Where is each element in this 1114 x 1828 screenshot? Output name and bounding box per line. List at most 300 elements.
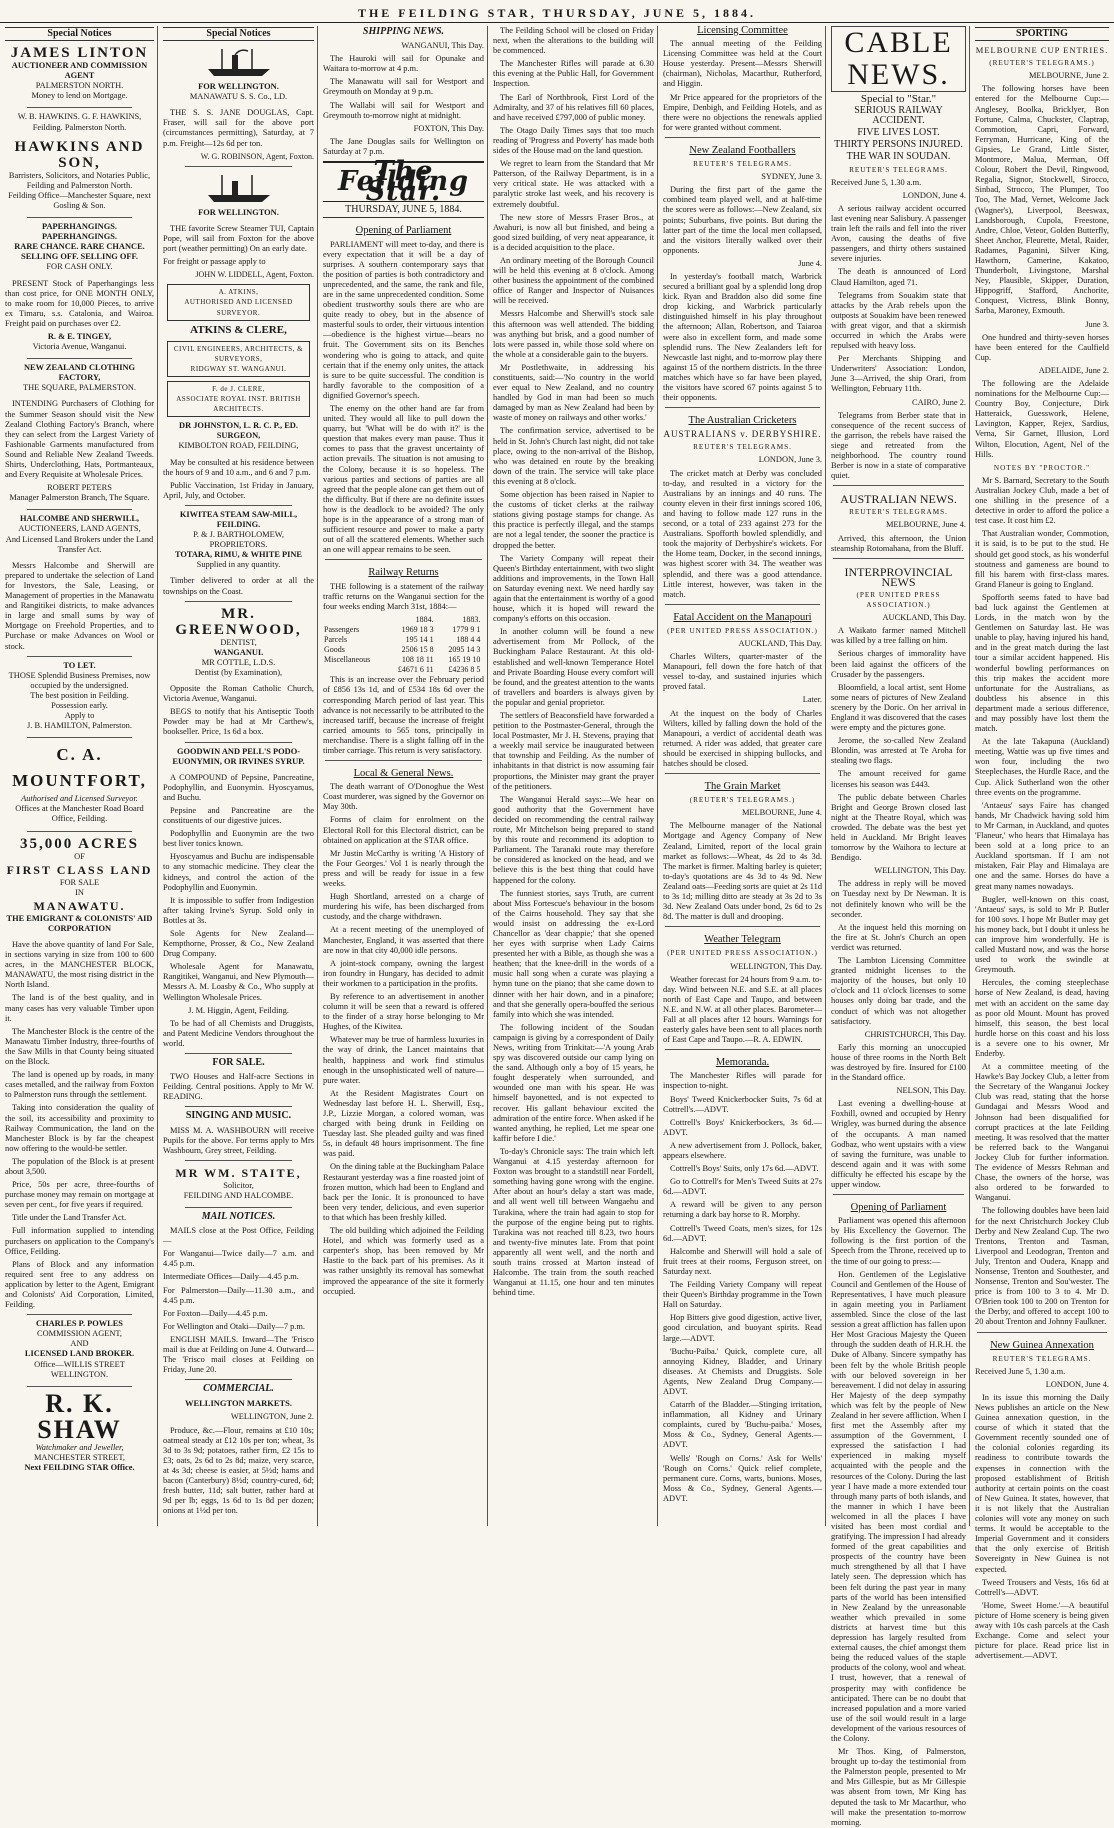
- shipping-body: The Manawatu will sail for Westport and Greymouth on Monday at 9 p.m.: [323, 77, 484, 97]
- ad-title: GOODWIN AND PELL'S PODO-EUONYMIN, OR IRVINES SYRUP.: [172, 746, 305, 766]
- article-body: Mr Price appeared for the proprietors of the Empire, Denbigh, and Feilding Hotels, and as there were no objections the renewals applied for were granted without comment.: [663, 92, 822, 132]
- newspaper-nameplate: The Feilding Star.: [323, 161, 484, 202]
- ad-body: Full information supplied to intending purchasers on application to the Company's Office, Feilding.: [5, 1226, 154, 1256]
- cable-subheading: THIRTY PERSONS INJURED.: [834, 139, 963, 151]
- ad-line: Money to lend on Mortgage.: [31, 91, 128, 101]
- ad-body: Public Vaccination, 1st Friday in January, April, July, and October.: [163, 480, 314, 500]
- table-row: [323, 665, 484, 675]
- article-subheading: MELBOURNE CUP ENTRIES.: [975, 45, 1109, 56]
- ad-signature: [5, 483, 154, 503]
- article-heading: Railway Returns: [368, 567, 439, 579]
- article-body: At a recent meeting of the unemployed of Manchester, England, it was asserted that there are now in that city 40,000 idle persons.: [323, 925, 484, 955]
- ad-jane-douglas: [163, 82, 314, 102]
- column-local-news: [490, 26, 658, 1526]
- mail-body: For Wellington and Otaki—Daily—7 p.m.: [163, 1321, 305, 1331]
- article-body: Mr Postlethwaite, in addressing his constituents, said:—'No country in the world ever equal to New Zealand, and no country handled by God in man had been so much damaged by man as New Zealand had been by waste of money on railways and other works.': [493, 362, 654, 423]
- ad-line: And Licensed Land Brokers under the Land Transfer Act.: [5, 534, 154, 554]
- article-body: Forms of claim for enrolment on the Electoral Roll for this Electoral district, can be obtained on application at the STAR office.: [323, 815, 484, 845]
- article-body: The Feilding School will be closed on Friday next, when the alterations to the building will be commenced.: [493, 26, 654, 56]
- article-body: The settlers of Beaconsfield have forwarded a petition to the Postmaster-General, through the local Postmaster, Mr J. H. Stevens, praying that a weekly mail service be inaugurated between that township and Feilding. As the number of inhabitants in that district is now assuming fair proportions, the Minister may grant the prayer of the petitioners.: [493, 711, 654, 791]
- article-heading: Memoranda.: [715, 1057, 770, 1069]
- article-body: A reward will be given to any person returning a dark bay horse to R. Morphy.: [663, 1200, 822, 1220]
- ad-body: Price, 50s per acre, three-fourths of purchase money may remain on mortgage at seven per cent., for five years if required.: [5, 1180, 154, 1210]
- article-body: SYDNEY, June 3.: [761, 172, 822, 182]
- table-cell: 195 14 1: [405, 634, 434, 644]
- table-cell: 108 18 11: [401, 655, 434, 665]
- ad-body: Plans of Block and any information required sent free to any address on application by letter to the Agent, Emigrant and Colonists' Aid Corporation, Limited, Feilding.: [5, 1259, 154, 1310]
- article-body: In yesterday's football match, Warbrick secured a brilliant goal by a splendid long drop kick. Ryan and Braddon also did some fine drop kicking, and Warbrick particularly distinguished himself in his play throughout the afternoon; Allan, Robertson, and Taiaroa were also in excellent form, and made some splendid runs. The New Zealanders left for Newcastle last night, and to-morrow play there against 15 of the northern districts. In the three matches which have so far have been played, the visitors have scored 67 points against 5 to their opponents.: [663, 271, 822, 403]
- ad-line: Apply to: [64, 711, 95, 721]
- ad-body: To be had of all Chemists and Druggists, and Patent Medicine Vendors throughout the world.: [163, 1018, 314, 1048]
- ad-body: Timber delivered to order at all the townships on the Coast.: [163, 576, 314, 596]
- ad-line: FEILDING AND HALCOMBE.: [183, 1190, 294, 1200]
- column-special-notices-1: [2, 26, 158, 1526]
- ad-line: SELLING OFF. SELLING OFF.: [21, 252, 138, 262]
- ad-body: Pepsine and Pancreatine are the constituents of our digestive juices.: [163, 805, 314, 826]
- ad-body: Have the above quantity of land For Sale, in sections varying in size from 100 to 600 acres, in the MANCHESTER BLOCK, MANAWATU, the most rising district in the North Island.: [5, 940, 154, 990]
- table-cell: [481, 615, 484, 625]
- article-body: The annual meeting of the Feilding Licensing Committee was held at the Court House yesterday. Present—Messrs Sherwill (chairman), Nicholas, Macarthur, Rutherford, and Higgin.: [663, 39, 822, 89]
- article-heading: Weather Telegram: [704, 934, 781, 946]
- column-sporting: [972, 26, 1112, 1661]
- ad-body: INTENDING Purchasers of Clothing for the Summer Season should visit the New Zealand Clothing Factory's Branch, where they can select from the Largest Variety of Fashionable Garments manufactured from Sound and Reliable New Zealand Tweeds. Shirts, Underclothing, Hats, Portmanteaux, and Every Requisite at Wholesale Prices.: [5, 399, 154, 480]
- ad-body: It is impossible to suffer from Indigestion after taking Irvine's Syrup. Sold only in Bottles at 3s.: [163, 895, 314, 925]
- ad-line: DENTIST,: [220, 637, 257, 647]
- ad-line: MANAWATU S. S. Co., LD.: [189, 92, 288, 102]
- commercial-header: COMMERCIAL.: [203, 1383, 274, 1395]
- article-body: A new advertisement from J. Pollock, baker, appears elsewhere.: [663, 1140, 822, 1160]
- article-heading: Opening of Parliament: [355, 225, 452, 237]
- ad-body: The Manchester Block is the centre of the Manawatu Timber Industry, three-fourths of the Saw Mills in that County being situated on the Block.: [5, 1026, 154, 1067]
- article-body: Telegrams from Souakim state that attacks by the Arab rebels upon the outposts at Souakim have been renewed with great vigor, and that a skirmish occurred in which the Arabs were repulsed with heavy loss.: [831, 290, 966, 351]
- ad-title: 35,000 ACRES: [19, 835, 140, 852]
- article-body: LONDON, June 4.: [902, 190, 966, 200]
- article-heading: Fatal Accident on the Manapouri: [673, 611, 812, 623]
- article-body: The death warrant of O'Donoghue the West Coast murderer, was signed by the Governor on May 30th.: [323, 782, 484, 812]
- article-subheading: REUTER'S TELEGRAMS.: [693, 160, 792, 169]
- article-body: Per Merchants Shipping and Underwriters' Association: London, June 3—Arrived, the ship Orari, from Wellington, February 11th.: [831, 354, 966, 394]
- article-body: Cottrell's Boys' Suits, only 17s 6d.—ADVT.: [670, 1164, 819, 1174]
- ad-line: F. de J. CLERE,: [212, 384, 265, 393]
- column-editorial: [320, 26, 488, 1526]
- ad-line: P. & J. BARTHOLOMEW,: [193, 530, 284, 540]
- article-body: NELSON, This Day.: [896, 1086, 966, 1096]
- ad-body: For freight or passage apply to: [163, 257, 266, 267]
- mail-body: ENGLISH MAILS. Inward—The 'Frisco mail is due at Feilding on June 4. Outward—The 'Frisco mail closes at Feilding on Friday, June 20.: [163, 1334, 314, 1375]
- article-heading: The Grain Market: [704, 781, 781, 793]
- article-body: A serious railway accident occurred last evening near Salisbury. A passenger train left the rails and fell into the river Avon, causing the deaths of five passengers, and thirty others sustained severe injuries.: [831, 203, 966, 264]
- article-body: Hop Bitters give good digestion, active liver, good circulation, and buoyant spirits. Read large.—ADVT.: [663, 1313, 822, 1343]
- table-cell: Passengers: [324, 624, 360, 634]
- ad-line: Possession early.: [51, 700, 108, 710]
- article-body: Whatever may be true of harmless luxuries in the way of drink, the Lancet maintains that health, happiness and work find stimulus enough in the unsophisticated well of nature—pure water.: [323, 1035, 484, 1085]
- ad-line: Feilding and Palmerston North.: [26, 180, 133, 190]
- cable-subheading: THE WAR IN SOUDAN.: [846, 151, 951, 163]
- ad-line: Solicitor,: [223, 1180, 254, 1190]
- ad-james-linton: [5, 45, 154, 101]
- article-body: Cottrell's Boys' Knickerbockers, 3s 6d.—ADVT.: [663, 1117, 822, 1137]
- table-cell: Miscellaneous: [324, 655, 371, 665]
- article-body: June 4.: [798, 258, 822, 268]
- shipping-header: SHIPPING NEWS.: [362, 26, 445, 37]
- article-body: LONDON, June 4.: [1045, 1379, 1109, 1389]
- article-body: The following incident of the Soudan campaign is giving by a correspondent of Daily News, writing from Trinkitat:—'A young Arab spy was discovered outside our camp lying on the sand. Although only a boy of 15 years, he fought desperately when surrounded, and wounded one man with his spear. He was himself bayonetted, and is not expected to recover. His gallant behaviour excited the admiration of the entire force. When asked if he wanted anything, he replied, Let me spear one kaffir before I die.': [493, 1022, 654, 1143]
- article-body: Go to Cottrell's for Men's Tweed Suits at 27s 6d.—ADVT.: [663, 1177, 822, 1197]
- article-body: In another column will be found a new advertisement from Mr Pollock, of the Buckingham Palace Restaurant. At this old-established and well-known Temperance Hotel and Private Boarding House every comfort will be found, and the greatest attention to the wants of travellers and boarders is always given by the popular and genial proprietor.: [493, 627, 654, 707]
- table-cell: £4236 8 5: [448, 665, 481, 675]
- ad-line: LICENSED LAND BROKER.: [24, 1349, 135, 1359]
- table-cell: £4671 6 11: [397, 665, 434, 675]
- ad-title: DR JOHNSTON, L. R. C. P., ED. SURGEON,: [179, 421, 298, 441]
- ad-line: ROBERT PETERS: [47, 483, 112, 493]
- ad-line: WANGANUI.: [213, 647, 264, 657]
- ad-line: RIDGWAY ST. WANGANUI.: [190, 364, 287, 373]
- ad-title: R. K. SHAW: [37, 1388, 122, 1444]
- mail-body: Intermediate Offices—Daily—4.45 p.m.: [163, 1272, 299, 1282]
- ad-halcombe-sherwill: [5, 514, 154, 554]
- ad-atkins-clere-box: [167, 341, 310, 377]
- ad-line: J. B. HAMILTON, Palmerston.: [27, 721, 132, 731]
- article-subheading: (REUTER'S TELEGRAMS.): [689, 796, 796, 805]
- article-body: At the inquest held this morning on the fire at St. John's Church an open verdict was returned.: [831, 922, 966, 952]
- article-body: The Lambton Licensing Committee granted midnight licenses to the majority of the houses, but only 10 o'clock and 11 o'clock licenses to some houses only doing bar trade, and the conduct of which was not altogether satisfactory.: [831, 956, 966, 1026]
- markets-header: WELLINGTON MARKETS.: [184, 1398, 293, 1409]
- article-body: Some objection has been raised in Napier to the customs of ticket clerks at the railway stations giving postage stamps for change. As this practice is perfectly illegal, and the stamps are not a legal tender, the sooner the practice is dropped the better.: [493, 490, 654, 550]
- ad-clothing-factory: [5, 363, 154, 393]
- ad-body: May be consulted at his residence between the hours of 9 and 10 a.m., and 6 and 7 p.m.: [163, 457, 314, 477]
- article-body: The Manchester Rifles will parade at 6.30 this evening at the Public Hall, for Government Inspection.: [493, 59, 654, 89]
- article-body: At the Resident Magistrates Court on Wednesday last before H. L. Sherwill, Esq., J.P., Lizzie Morgan, a colored woman, was charged with being drunk in Feilding on Tuesday last. She pleaded guilty and was fined 5s, in default 48 hours imprisonment. The fine was paid.: [323, 1088, 484, 1159]
- ad-line: Manager Palmerston Branch, The Square.: [9, 493, 150, 503]
- article-body: 'Home, Sweet Home.'—A beautiful picture of Home scenery is being given away with 10s cash parcels at the Cash Exchange. Come and select your picture for place. Read price list in advertisement.—ADVT.: [975, 1600, 1109, 1661]
- ad-body: Taking into consideration the quality of the soil, its accessibility and proximity to Railway Communication, the land on the Manchester Block is by far the cheapest now offering to the would-be settler.: [5, 1103, 154, 1153]
- cable-subheading: SERIOUS RAILWAY ACCIDENT.: [854, 105, 943, 127]
- ad-line: CIVIL ENGINEERS, ARCHITECTS, & SURVEYORS,: [173, 344, 304, 363]
- ad-line: Feilding Office—Manchester Square, next Gosling & Son.: [8, 190, 151, 210]
- ad-line: TOTARA, RIMU, & WHITE PINE: [174, 550, 303, 560]
- ad-line: Dentist (by Examination),: [194, 667, 283, 677]
- article-body: This is an increase over the February period of £856 13s 1d, and of £534 18s 6d over the corresponding March period of last year. This advance is not necessarily to be attributed to the increased tariff, because the increase of freight carried amounts to 565 tons, principally in merchandise. There is a slight falling off in the timber carriage. This return is very satisfactory.: [323, 675, 484, 755]
- article-body: The Manchester Rifles will parade for inspection to-night.: [663, 1071, 822, 1091]
- article-heading: New Guinea Annexation: [990, 1339, 1094, 1351]
- masthead: [0, 0, 1114, 23]
- ad-line: AUCTIONEER AND COMMISSION AGENT: [11, 61, 148, 81]
- article-body: Last evening a dwelling-house at Foxhill, owned and occupied by Henry Wrigley, was burned during the absence of the occupants. A man named Godbaz, who went upstairs with a view of saving the furniture, was unable to descend again and it was with some difficulty he effected his escape by the upper window.: [831, 1099, 966, 1189]
- ad-podo-euonymin: [163, 747, 314, 767]
- article-body: THE following is a statement of the railway traffic returns on the Wanganui section for the four weeks ending March 31st, 1884:—: [323, 581, 484, 611]
- ad-line: COMMISSION AGENT,: [37, 1329, 122, 1339]
- article-body: The following doubles have been laid for the next Christchurch Jockey Club Derby and New Zealand Cup. The two Trentons, Trenton and Tasman, Liverpool and Leodogran, Trenton and July, Trenton and Oudera, Knapp and Nonsense, Trenton and Southester, and Nonsense, Trenton and Sou'wester. The price is from 100 to 3 to 4. Mr D. O'Brien took 100 to 200 on Trenton for the Derby, and offered to accept 100 to 20 about Trenton and Johnny Faulkner.: [975, 1206, 1109, 1327]
- ad-line: AUTHORISED AND LICENSED SURVEYOR.: [184, 298, 293, 317]
- article-body: Early this morning an unoccupied house of three rooms in the North Belt was destroyed by fire. Insured for £100 in the Standard office.: [831, 1042, 966, 1083]
- ad-body: Messrs Halcombe and Sherwill are prepared to undertake the selection of Land for Investors, the Sale, Leasing, or Management of properties in the Manawatu and Rangitikei districts, to make advances in large and small sums by way of Mortgage on Freehold Properties, and to Purchase or make Advances on Wool or stock.: [5, 560, 154, 651]
- mail-body: For Palmerston—Daily—11.30 a.m., and 4.45 p.m.: [163, 1285, 314, 1305]
- article-body: MELBOURNE, June 4.: [885, 520, 966, 530]
- article-body: Hon. Gentlemen of the Legislative Council and Gentlemen of the House of Representatives, I have much pleasure in again meeting you in Parliament assembled. Since the close of the last session a great affliction has fallen upon Her Most Gracious Majesty the Queen through the sudden death of H.R.H. the Duke of Albany. Sincere sympathy has been felt by the whole British people with our beloved sovereign in her bereavement. I did not delay in assuring Her Majesty of the deep sympathy which was felt by the people of New Zealand in her severe affliction. When I first met the Assembly after my assumption of the Government, I expressed the satisfaction I had experienced in making myself acquainted with the people and the resources of the Colony. During the last year I have made a more extended tour through many parts of both islands, and the manner in which I have been welcomed in all the places I have visited has been most cordial and gratifying. The impression I had already formed of the great capabilities and prospects of the country have been much strengthened by all that I have lately seen. The depression which has been felt during the past year in many parts of the world has been intensified in New Zealand by the unreasonable weather which prevailed in some districts at harvest time but this depression has largely resulted from external causes, the chief amongst them being the reduced values of the staple products of the colony, wool and wheat. I trust, however, that a renewal of prosperity may with confidence be anticipated. There can be no doubt that increased population and a more varied use of the soil would result in a large development of the various resources of the Colony.: [831, 1269, 966, 1743]
- article-heading: Opening of Parliament: [850, 1202, 947, 1214]
- ad-body: TWO Houses and Half-acre Sections in Feilding. Central positions. Apply to Mr W. READING.: [163, 1072, 314, 1102]
- table-cell: [323, 665, 386, 675]
- table-cell: Goods: [324, 645, 345, 655]
- article-body: LONDON, June 3.: [758, 455, 822, 465]
- steamship-icon: [204, 45, 274, 79]
- table-cell: [481, 625, 484, 635]
- table-cell: 2095 14 3: [448, 645, 481, 655]
- ad-hawkins-and-son: [5, 139, 154, 211]
- article-subheading: REUTER'S TELEGRAMS.: [849, 508, 948, 517]
- ad-title: SINGING AND MUSIC.: [185, 1110, 292, 1122]
- ad-line: THE EMIGRANT & COLONISTS' AID CORPORATION: [6, 913, 153, 933]
- article-body: The address in reply will be moved on Tuesday next by Dr Newman. It is not definitely known who will be the seconder.: [831, 879, 966, 919]
- ad-line: The best position in Feilding.: [30, 690, 129, 700]
- article-body: A Waikato farmer named Mitchell was killed by a tree falling on him.: [831, 626, 966, 646]
- newspaper-title: THE FEILDING STAR, THURSDAY, JUNE 5, 1884.: [357, 6, 757, 20]
- sporting-header: SPORTING: [975, 27, 1109, 41]
- table-cell: 188 4 4: [456, 634, 481, 644]
- shipping-body: The Hauroki will sail for Opunake and Waitara to-morrow at 4 p.m.: [323, 54, 484, 74]
- article-body: A joint-stock company, owning the largest iron foundry in Hungary, has decided to admit their workmen to a participation in the profits.: [323, 958, 484, 988]
- article-body: MELBOURNE, June 4.: [741, 808, 822, 818]
- article-body: The Earl of Northbrook, First Lord of the Admiralty, and 37 of his relatives fill 60 places, and have received £797,000 of public money.: [493, 92, 654, 122]
- ad-line: FIRST CLASS LAND: [6, 862, 153, 877]
- article-body: An ordinary meeting of the Borough Council will be held this evening at 8 o'clock. Among other business the appointment of the combined office of Ranger and Inspector of Nuisances will be received.: [493, 255, 654, 306]
- ad-shaw: [5, 1388, 154, 1473]
- table-row: [323, 625, 484, 635]
- article-body: Spofforth seems fated to have bad bad luck against the Gentlemen at Lords, in the match won by the Gentlemen on Saturday last. He was unable to play, having injured his hand, and in the great match during the last tour a similar accident happened. His wonderful bowling performances on this trip makes the accident more unfortunate for the Australians, as doubtless his absence in this department made a serious difference, and may possibly have lost them the match.: [975, 592, 1109, 734]
- table-row: [323, 615, 484, 625]
- article-body: Telegrams from Berber state that in consequence of the recent success of the garrison, the rebels have raised the siege and retreated from the neighborhood. The country round Berber is now in a state of comparative quiet.: [831, 410, 966, 481]
- article-body: The confirmation service, advertised to be held in St. John's Church last night, did not take place, owing to the non-arrival of the Bishop, who was detained en route by the breaking down of the train. The service will take place this evening at 8 o'clock.: [493, 426, 654, 486]
- ad-title: FOR WELLINGTON.: [198, 207, 279, 217]
- article-body: Serious charges of immorality have been laid against the officers of the Crusader by the passengers.: [831, 649, 966, 679]
- ad-line: FOR CASH ONLY.: [46, 262, 113, 272]
- article-body: During the first part of the game the combined team played well, and at half-time the scores were as follows:—New Zealand, six points; Suburbans, five points. But during the latter part of the time the local men collapsed, and the visitors literally walked over their opponents.: [663, 185, 822, 255]
- column-cable-news: [828, 26, 970, 1827]
- ad-line: PAPERHANGINGS. PAPERHANGINGS.: [42, 222, 117, 242]
- ad-atkins: [167, 284, 310, 320]
- article-body: The amount received for game licenses his season was £443.: [831, 769, 966, 789]
- article-body: CHRISTCHURCH, This Day.: [864, 1029, 966, 1039]
- article-body: The death is announced of Lord Claud Hamilton, aged 71.: [831, 267, 966, 287]
- article-heading: INTERPROVINCIAL NEWS: [844, 564, 953, 589]
- ad-line: Watchmaker and Jeweller,: [35, 1442, 124, 1452]
- ad-title: HAWKINS AND SON,: [14, 138, 145, 171]
- shipping-body: The Wallabi will sail for Westport and Greymouth to-morrow night at midnight.: [323, 100, 484, 120]
- article-body: Received June 5, 1.30 a.m.: [831, 177, 922, 187]
- steamship-icon: [204, 171, 274, 205]
- article-body: AUCKLAND, This Day.: [882, 613, 966, 623]
- ad-body: THE S. S. JANE DOUGLAS, Capt. Fraser, will sail for the above port (circumstances permitting), Saturday, at 7 p.m. Freight—12s 6d per ton.: [163, 108, 314, 148]
- ad-mountfort: [5, 742, 154, 824]
- article-body: At the inquest on the body of Charles Wilters, killed by falling down the hold of the Manapouri, a verdict of accidental death was returned. A rider was added, that greater care should be exercised in shipping bullocks, and hatches should be closed.: [663, 708, 822, 768]
- ad-line: AUCTIONEERS, LAND AGENTS,: [18, 524, 141, 534]
- ad-line: A. ATKINS,: [218, 288, 259, 297]
- ad-body: Sole Agents for New Zealand—Kempthorne, Prosser, & Co., New Zealand Drug Company.: [163, 929, 314, 959]
- ad-tui: [163, 208, 314, 218]
- ad-body: The population of the Block is at present about 3,500.: [5, 1156, 154, 1176]
- ad-line: Supplied in any quantity.: [196, 560, 281, 570]
- table-row: [323, 655, 484, 665]
- shipping-body: The Jane Douglas sails for Wellington on Saturday at 7 p.m.: [323, 136, 484, 156]
- ad-body: MISS M. A. WASHBOURN will receive Pupils for the above. For terms apply to Mrs Washbourn, Grey street, Feilding.: [163, 1125, 314, 1155]
- article-body: Later.: [802, 695, 822, 705]
- article-body: Parliament was opened this afternoon by His Excellency the Governor. The following is the first portion of the Speech from the Throne, received up to the time of our going to press:—: [831, 1216, 966, 1266]
- ad-line: Victoria Avenue, Wanganui.: [32, 342, 127, 352]
- article-body: Received June 5, 1.30 a.m.: [975, 1366, 1066, 1376]
- article-body: At a committee meeting of the Hawke's Bay Jockey Club, a letter from the Secretary of the Wanganui Jockey Club was read, stating that the horse Gundagai and Messrs Wood and Johnson had been disqualified for corrupt practices at the late Feilding meeting. It was resolved that the matter be referred back to the Wanganui Jockey Club for further information. The evidence of Messrs Rehman and Chase, the owners of the horse, was also ordered to be forwarded to Wanganui.: [975, 1062, 1109, 1203]
- table-cell: [481, 635, 484, 645]
- markets-body: WELLINGTON, June 2.: [230, 1412, 314, 1422]
- ad-body: Opposite the Roman Catholic Church, Victoria Avenue, Wanganui.: [163, 684, 314, 704]
- article-body: The new store of Messrs Fraser Bros., at Awahuri, is now all but finished, and being a good sized building, of very neat appearance, it is a decided acquisition to the place.: [493, 212, 654, 252]
- article-body: The funniest stories, says Truth, are current about Miss Fortescue's behaviour in the bosom of the Cairns household. They say that she would insist on addressing the ex-Lord Chancellor as 'dear chappie;' that she opened her eyes with surprise when Lady Cairns presented her with a Bible, as though she was a heathen; that the knee-drill in the words of a music hall song when a curate was playing a hymn tune on the piano; that she came down to dinner with her hair down, and in a pinafore; and that she generally opera-bouffed the serious family into which she was intended.: [493, 888, 654, 1019]
- article-body: WELLINGTON, This Day.: [874, 866, 966, 876]
- table-cell: Parcels: [324, 634, 348, 644]
- article-body: CAIRO, June 2.: [912, 397, 966, 407]
- ad-line: OF: [74, 851, 85, 861]
- ad-title: MR. GREENWOOD,: [175, 605, 302, 638]
- ad-title: HALCOMBE AND SHERWILL,: [19, 514, 140, 524]
- ad-kiwitea-sawmill: [163, 510, 314, 571]
- ad-powles: [5, 1319, 154, 1380]
- ad-line: NEW ZEALAND CLOTHING FACTORY,: [23, 363, 136, 383]
- table-cell: [481, 645, 484, 655]
- column-telegrams: [660, 26, 826, 1526]
- table-cell: 1884.: [415, 614, 434, 624]
- article-body: The Variety Company will repeat their Queen's Birthday entertainment, with two slight additions and improvements, in the Town Hall on Saturday evening next. We need hardly say again that the entertainment is worthy of a good house, which it is hoped will reward the company's efforts on this occasion.: [493, 553, 654, 624]
- ad-greenwood-dentist: [163, 606, 314, 678]
- ad-line: PROPRIETORS.: [209, 540, 268, 550]
- ad-line: ASSOCIATE ROYAL INST. BRITISH ARCHITECTS.: [176, 395, 301, 414]
- ad-line: WELLINGTON.: [50, 1369, 109, 1379]
- ad-title: JAMES LINTON: [10, 45, 149, 62]
- railway-returns-table: [323, 615, 484, 676]
- article-body: Halcombe and Sherwill will hold a sale of fruit trees at their rooms, Ferguson street, on Saturday next.: [663, 1246, 822, 1276]
- article-body: AUCKLAND, This Day.: [738, 638, 822, 648]
- ad-line: MANCHESTER STREET,: [33, 1452, 126, 1462]
- ad-line: Next FEILDING STAR Office.: [24, 1462, 135, 1472]
- table-cell: 1969 18 3: [401, 624, 434, 634]
- ad-line: KIMBOLTON ROAD, FEILDING,: [178, 441, 299, 451]
- ad-title: C. A. MOUNTFORT,: [12, 745, 147, 791]
- article-body: At the late Takapuna (Auckland) meeting, Wattie was up five times and won four, including the two Steeplechases, the Hurdle Race, and the Cup. Alick Sutherland won the other three events on the programme.: [975, 737, 1109, 797]
- article-heading: AUSTRALIAN NEWS.: [840, 492, 957, 507]
- article-body: ADELAIDE, June 2.: [1038, 365, 1109, 375]
- ad-signature: JOHN W. LIDDELL, Agent, Foxton.: [195, 270, 314, 280]
- article-body: 'Antaeus' says Faire has changed hands, Mr Chadwick having sold him to Mr Carman, in Auckland, and quotes 'Flaneur,' who hears that Himalaya has been sold at a long price to an Auckland sportsman. If I am not mistaken, Fair Play and Himalaya are one and the same. Horses do have a great many names nowadays.: [975, 800, 1109, 891]
- ad-atkins-clere: [163, 325, 314, 335]
- article-heading: Licensing Committee: [697, 25, 788, 36]
- article-body: Tweed Trousers and Vests, 16s 6d at Cottrell's—ADVT.: [975, 1577, 1109, 1597]
- article-subheading: REUTER'S TELEGRAMS.: [693, 443, 792, 452]
- article-body: Hugh Shortland, arrested on a charge of murdering his wife, has been discharged from custody, and the charge withdrawn.: [323, 892, 484, 922]
- ad-dr-johnston: [163, 421, 314, 451]
- article-body: The Feilding Variety Company will repeat their Queen's Birthday programme in the Town Hall on Saturday.: [663, 1280, 822, 1310]
- article-body: The old building which adjoined the Feilding Hotel, and which was formerly used as a carpenter's shop, has been removed by Mr Hastie to the back part of his premises. As it was rather unsightly its removal has somewhat improved the appearance of the site it formerly occupied.: [323, 1226, 484, 1296]
- article-body: In its issue this morning the Daily News publishes an article on the New Guinea annexation question, in the course of which it stated that the Government recently sounded one of the colonial colonies regarding its readiness to contribute towards the expenses in connection with the proposed establishment of British authority at certain points on the coast of New Guinea. It states, however, that it is not likely that the Australian colonies will vote any money on such terms. It would be acceptable to the Imperial Government and it considers that the only exercise of British Sovereignty in New Guinea is not expected.: [975, 1392, 1109, 1574]
- ad-line: PALMERSTON NORTH.: [35, 81, 124, 91]
- ad-line: Authorised and Licensed Surveyor.: [21, 794, 138, 804]
- ad-title: TO LET.: [63, 660, 96, 670]
- article-body: Arrived, this afternoon, the Union steamship Rotomahana, from the Bluff.: [831, 533, 966, 553]
- article-body: 'Buchu-Paiba.' Quick, complete cure, all annoying Kidney, Bladder, and Urinary diseases. At Chemists and Druggists. Sole Agents, New Zealand Drug Company.—ADVT.: [663, 1346, 822, 1396]
- table-row: [323, 635, 484, 645]
- ad-title: KIWITEA STEAM SAW-MILL, FEILDING.: [179, 509, 298, 529]
- ad-tingey: [5, 332, 154, 352]
- article-body: The Melbourne manager of the National Mortgage and Agency Company of New Zealand, Limited, report of the local grain market as follows:—Wheat, 4s 2d to 4s 3d. The market is firmer. Malting barley is quieter; to-day's quotations are 4s 3d to 4s 9d. New Zealand oats—Feeding sorts are quiet at 2s 11d to 3s 1d; milling ditto are steady at 3s 2d to 3s 3d. New Zealand Oats under bond, 2s 6d to 2s 8d. The matter is dull and drooping.: [663, 821, 823, 922]
- article-body: Mr S. Barnard, Secretary to the South Australian Jockey Club, made a bet of one shilling in the presence of a detective in order to afford the police a test case. It cost him £2.: [975, 475, 1109, 526]
- article-body: By reference to an advertisement in another column it will be seen that a reward is offered to the finder of a stray horse belonging to Mr Hughes, of the Kiwitea.: [323, 991, 484, 1032]
- article-body: On the dining table at the Buckingham Palace Restaurant yesterday was a fine roasted joint of frozen mutton, which had been to England and back per the Ionic. It is pronounced to have been very tender, delicious, and even superior to that which has been freshly killed.: [323, 1162, 484, 1222]
- article-body: WELLINGTON, This Day.: [730, 961, 822, 971]
- ad-title: MR WM. STAITE,: [175, 1165, 302, 1180]
- ad-body: Hyoscyamus and Buchu are indispensable to any stomachic medicine. They clear the kidneys, and control the action of the Podophyllin and Euonymin.: [163, 852, 314, 892]
- article-body: The Otago Daily Times says that too much reading of 'Progress and Poverty' has made both sides of the House mad on the land question.: [493, 125, 654, 156]
- article-body: We regret to learn from the Standard that Mr Patterson, of the Railway Department, is in a very critical state. He was attacked with a paralytic stroke last week, and his recovery is extremely doubtful.: [493, 159, 654, 209]
- article-body: Cottrell's Tweed Coats, men's sizes, for 12s 6d.—ADVT.: [663, 1223, 822, 1243]
- cable-subheading: FIVE LIVES LOST.: [857, 127, 940, 139]
- table-cell: 1779 9 1: [452, 624, 481, 634]
- ad-body: The land is opened up by roads, in many cases metalled, and the railway from Foxton to Palmerston runs through the settlement.: [5, 1070, 154, 1100]
- table-cell: [481, 655, 484, 665]
- ad-body: PRESENT Stock of Paperhangings less than cost price, for ONE MONTH ONLY, to make room for 10,000 Pieces, to arrive ex Timaru, s.s. Catalonia, and Wairoa. Freight paid on purchases over £2.: [5, 278, 154, 328]
- ad-hawkins-names: [5, 112, 154, 132]
- article-body: The cricket match at Derby was concluded to-day, and resulted in a victory for the Australians by an innings and 40 runs. The county eleven in their first innings scored 106, and having to follow made 127 runs in the second, or a total of 233 against 273 for the Australians. Spofforth bowled splendidly, and took the majority of Derbyshire's wickets. For the Home team, Docker, in the second innings, was highest scorer with 34. The weather was splendid, and there was a good attendance. Little interest, however, was taken in the match.: [663, 468, 822, 599]
- section-header: Special Notices: [163, 27, 314, 41]
- ad-line: THOSE Splendid Business Premises, now occupied by the undersigned.: [8, 670, 151, 690]
- article-subheading: REUTER'S TELEGRAMS.: [992, 1354, 1092, 1363]
- ad-signature: W. G. ROBINSON, Agent, Foxton.: [200, 151, 314, 161]
- article-body: Messrs Halcombe and Sherwill's stock sale this afternoon was well attended. The bidding was anything but brisk, and a good number of lots were passed in, while those sold where on the whole at a considerable gain to the buyers.: [493, 309, 654, 359]
- article-subheading: (REUTER'S TELEGRAMS.): [989, 59, 1095, 68]
- mail-notices-header: MAIL NOTICES.: [201, 1210, 276, 1222]
- table-cell: 1883.: [462, 614, 481, 624]
- column-special-notices-2: [160, 26, 318, 1526]
- article-subheading: (PER UNITED PRESS ASSOCIATION.): [667, 626, 818, 635]
- table-cell: 165 19 10: [448, 655, 481, 665]
- ad-to-let: [5, 661, 154, 732]
- section-header: Special Notices: [5, 27, 154, 41]
- ad-body: J. M. Higgin, Agent, Feilding.: [188, 1005, 289, 1015]
- ad-line: RARE CHANCE. RARE CHANCE.: [14, 242, 145, 252]
- table-cell: 2506 15 8: [401, 645, 434, 655]
- ad-line: AND: [70, 1339, 89, 1349]
- article-body: One hundred and thirty-seven horses have been entered for the Caulfield Cup.: [975, 332, 1109, 362]
- table-cell: [323, 615, 386, 625]
- article-body: The following are the Adelaide nominations for the Melbourne Cup:—Country Boy, Conjecture, Dirk Hatteraick, Guesswork, Helene, Lavington, Kapper, Rejex, Sardius, Verna, Sir Garnet, Illusion, Lord Wilton, Elocution, Agent, Nel of the Hills.: [975, 379, 1109, 459]
- article-body: Catarrh of the Bladder.—Stinging irritation, inflammation, all Kidney and Urinary complaints, cured by 'Buchu-paiba.' Moses, Moss & Co., Sydney, General Agents.—ADVT.: [663, 1400, 822, 1450]
- ad-line: MR COTTLE, L.D.S.: [201, 657, 276, 667]
- mail-body: For Foxton—Daily—4.45 p.m.: [163, 1308, 268, 1318]
- ad-title: CHARLES P. POWLES: [36, 1319, 123, 1329]
- article-body: The public debate between Charles Bright and George Brown closed last night at the Theatre Royal, which was crowded. The debate was the best yet held in Auckland. Mr Bright leaves tomorrow by the Waihora to lecture at Bendigo.: [831, 792, 966, 863]
- article-body: MELBOURNE, June 2.: [1028, 71, 1109, 81]
- article-body: Bloomfield, a local artist, sent Home some nears of pictures of New Zealand scenery by the Doric. On her arrival in England it was discovered that the cases were empty and the pictures gone.: [831, 682, 966, 733]
- cable-news-banner: CABLE NEWS.: [831, 26, 966, 92]
- article-body: Hercules, the coming steeplechase horse of New Zealand, is dead, having met with an accident on the same day as poor old Mount. Mount has proved himself, this season, the best local hurdle horse on this coast and his loss is a severe one to his owner, Mr Enderby.: [975, 978, 1109, 1058]
- article-body: Mr Thos. King, of Palmerston, brought up to-day the testimonial from the Palmerston people, presented to Mr and Mrs Gillespie, but as Mr Gillespie was absent from town, Mr King has deputed the task to Mr Macarthur, who will make the presentation to-morrow morning.: [831, 1747, 966, 1827]
- ad-line: Offices at the Manchester Road Board Office, Feilding.: [15, 804, 144, 824]
- article-subheading: (PER UNITED PRESS ASSOCIATION.): [667, 949, 818, 958]
- shipping-body: FOXTON, This Day.: [413, 123, 484, 133]
- cable-subheading: Special to "Star.": [860, 93, 937, 105]
- ad-body: A COMPOUND of Pepsine, Pancreatine, Podophyllin, and Euonymin. Hyoscyamus, and Buchu.: [163, 772, 314, 802]
- ad-body: Title under the Land Transfer Act.: [12, 1213, 127, 1223]
- ad-staite: [163, 1165, 314, 1201]
- article-body: Bugler, well-known on this coast, 'Antaeus' says, is sold to Mr P. Butler for 100 sovs. I hope Mr Butler may get his money back, but I doubt it unless he can improve him wonderfully. He is called Mustard now, and was the horse used to work the swindle at Greymouth.: [975, 894, 1109, 975]
- ad-line: MANAWATU.: [33, 898, 126, 913]
- ad-body: The land is of the best quality, and in many cases has very valuable Timber upon it.: [5, 993, 154, 1023]
